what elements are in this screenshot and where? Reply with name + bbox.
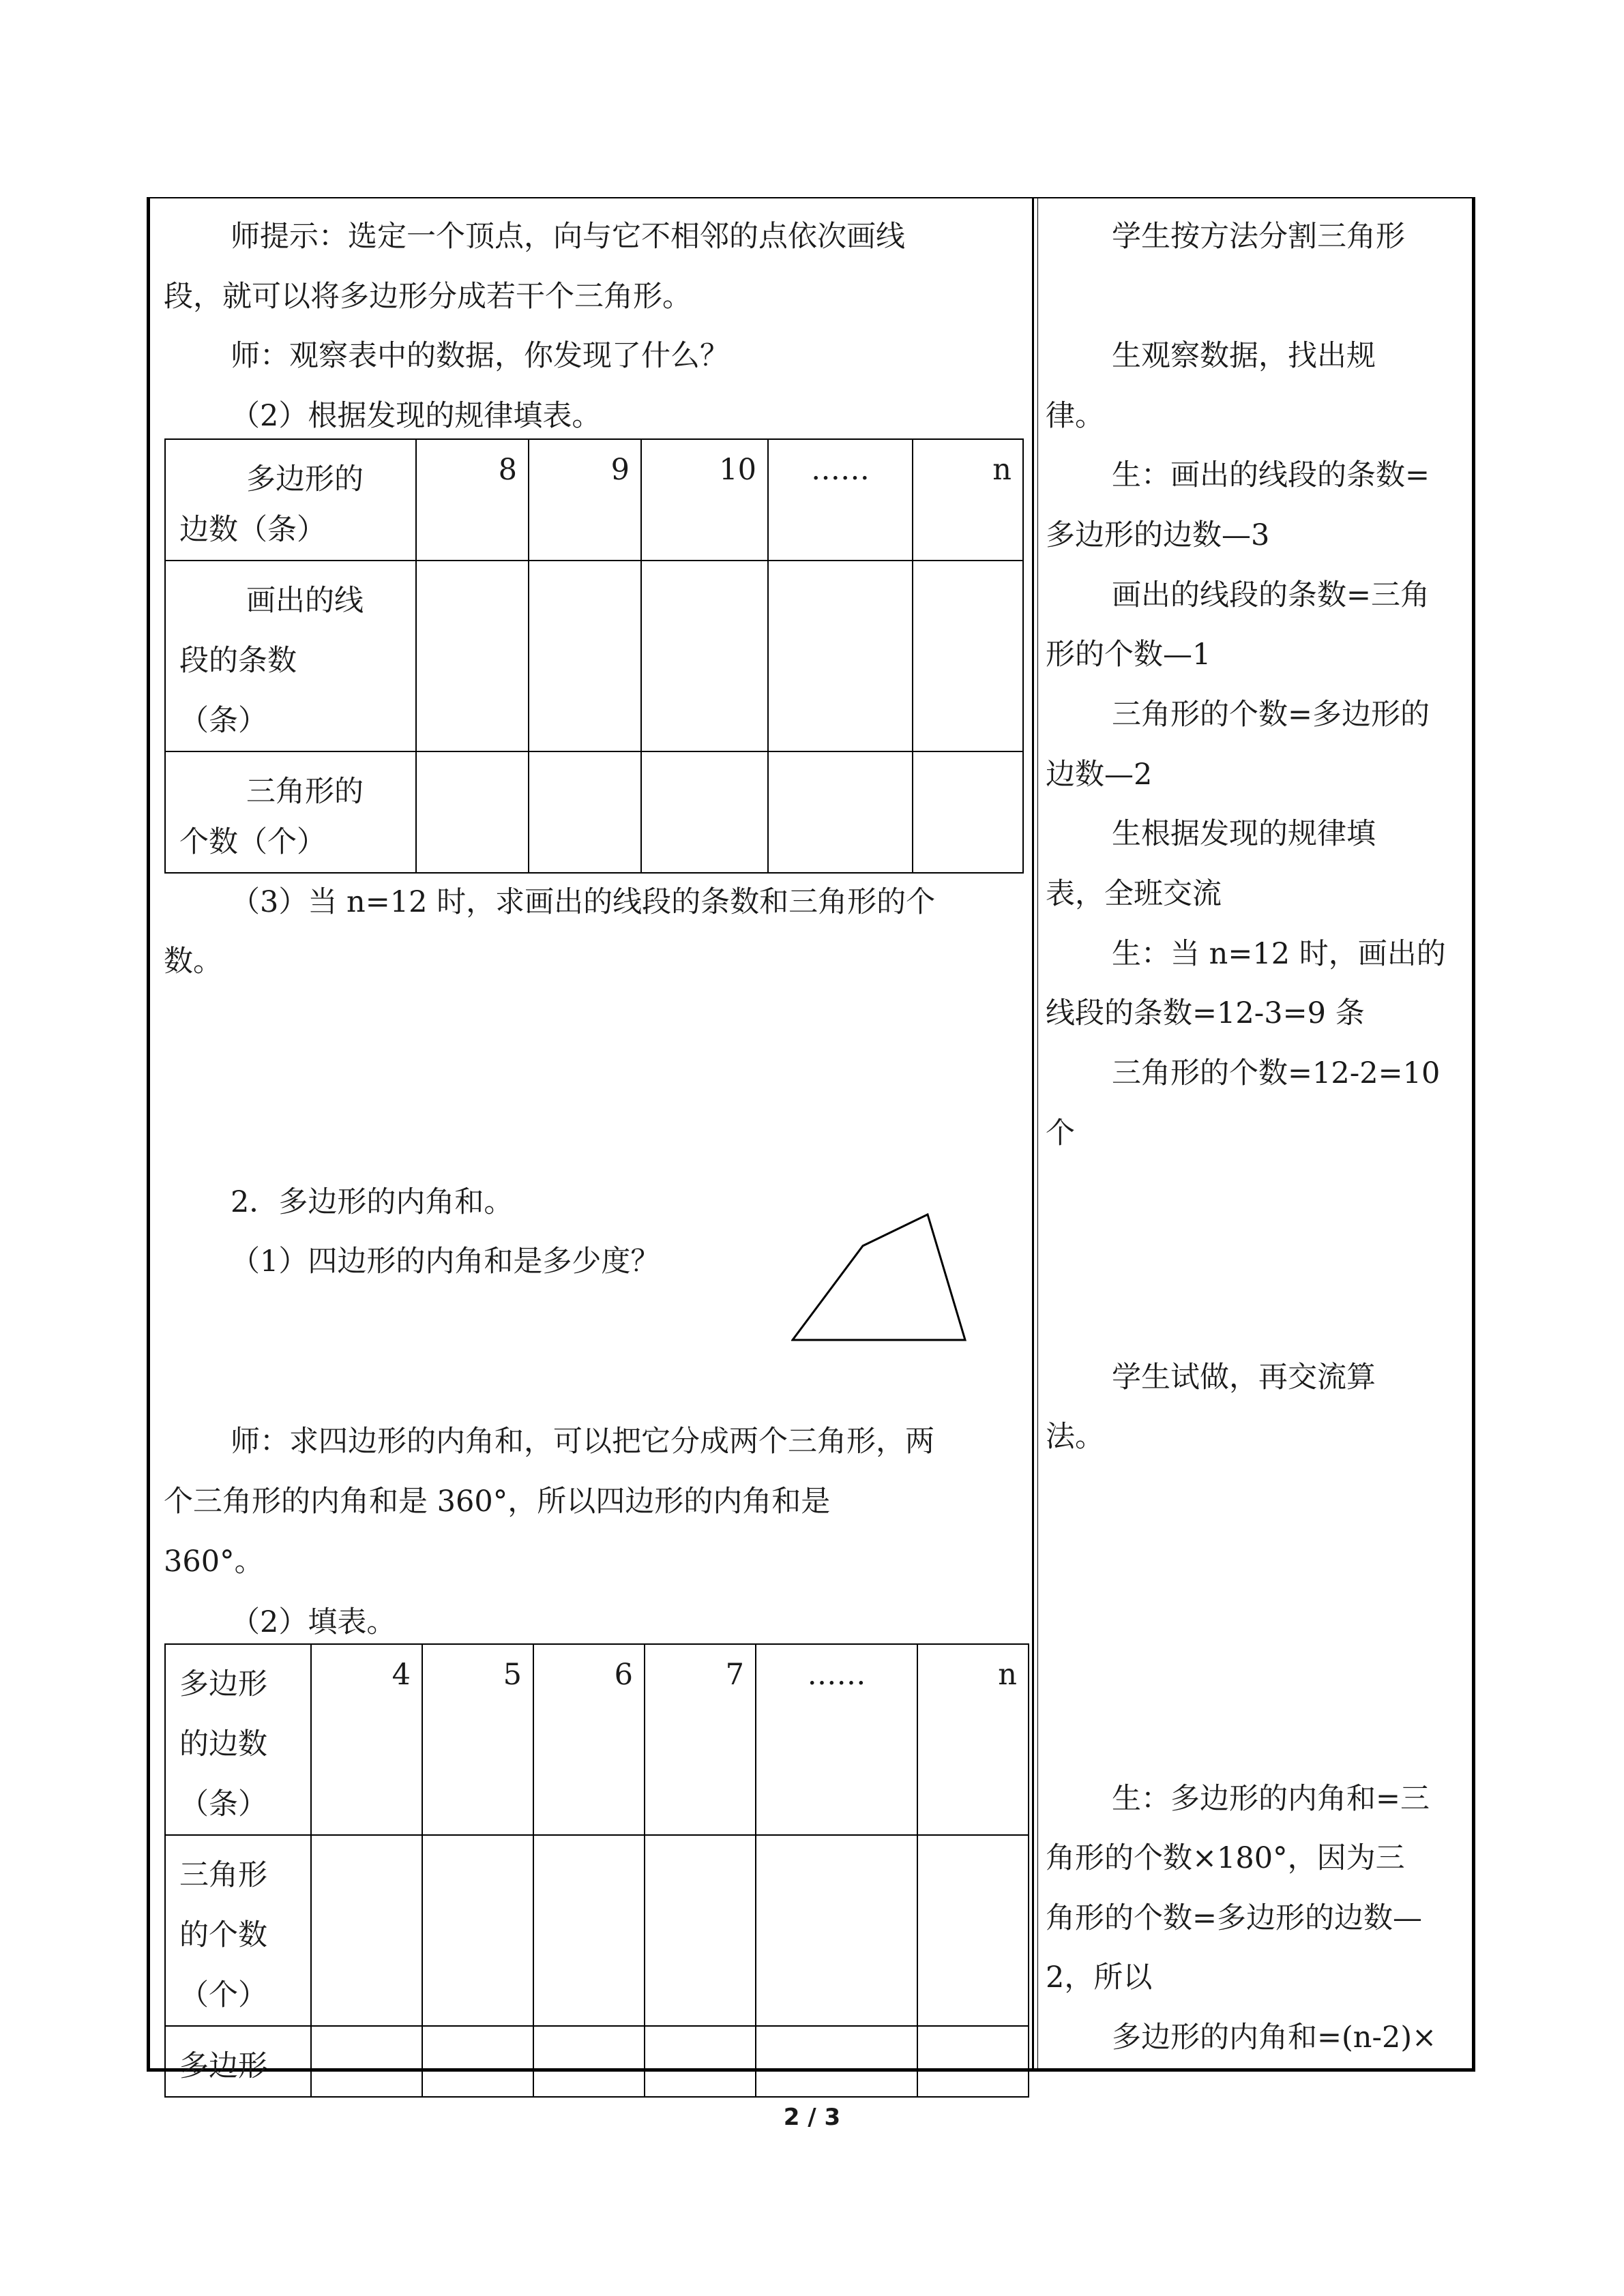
- table-cell-empty[interactable]: [641, 751, 768, 873]
- table-cell-empty[interactable]: [529, 561, 641, 751]
- table-cell-empty[interactable]: [641, 561, 768, 751]
- student-answer-line1: 生：当 n=12 时，画出的: [1112, 937, 1446, 971]
- table-row-header: 三角形的 个数（个）: [165, 751, 416, 873]
- table-cell-empty[interactable]: [917, 1835, 1029, 2026]
- page-number: 2 / 3: [783, 2104, 841, 2131]
- table-cell-value: n: [913, 439, 1023, 561]
- student-observe-line2: 律。: [1046, 399, 1104, 433]
- student-rule2-line1: 画出的线段的条数=三角: [1112, 578, 1430, 612]
- student-rule3-line2: 边数—2: [1046, 758, 1153, 792]
- table-cell-value: ……: [768, 439, 913, 561]
- table-cell-empty[interactable]: [529, 751, 641, 873]
- table-cell-empty[interactable]: [768, 751, 913, 873]
- table-cell-empty[interactable]: [311, 2026, 422, 2097]
- fill-table-instruction-2: （2）填表。: [231, 1605, 396, 1639]
- table-row-header: 多边形 的边数 （条）: [165, 1644, 311, 1835]
- student-formula-line1: 生：多边形的内角和=三: [1112, 1782, 1430, 1816]
- table-cell-value: ……: [756, 1644, 917, 1835]
- table-cell-empty[interactable]: [311, 1835, 422, 2026]
- table-cell-empty[interactable]: [416, 751, 529, 873]
- quadrilateral-figure: [791, 1210, 975, 1347]
- student-try-line2: 法。: [1046, 1420, 1104, 1454]
- student-answer-line3: 三角形的个数=12-2=10: [1112, 1056, 1441, 1090]
- student-answer-line4: 个: [1046, 1116, 1075, 1150]
- student-formula-line3: 角形的个数=多边形的边数—: [1046, 1901, 1423, 1935]
- column-divider: [1032, 198, 1034, 2068]
- table-cell-empty[interactable]: [917, 2026, 1029, 2097]
- teacher-hint-line1: 师提示：选定一个顶点，向与它不相邻的点依次画线: [231, 220, 905, 254]
- table-cell-value: 4: [311, 1644, 422, 1835]
- table-row-header: 多边形: [165, 2026, 311, 2097]
- table-cell-empty[interactable]: [756, 2026, 917, 2097]
- angle-sum-table: [164, 1643, 1029, 2098]
- student-fill-line2: 表，全班交流: [1046, 877, 1222, 911]
- student-formula-line5: 多边形的内角和=(n-2)×: [1112, 2021, 1437, 2055]
- quadrilateral-question: （1）四边形的内角和是多少度？: [231, 1244, 660, 1279]
- student-formula-line4: 2，所以: [1046, 1960, 1153, 1995]
- table-cell-value: 9: [529, 439, 641, 561]
- table-cell-value: 7: [645, 1644, 756, 1835]
- teacher-question: 师：观察表中的数据，你发现了什么？: [231, 339, 729, 373]
- student-try-line1: 学生试做，再交流算: [1112, 1360, 1376, 1395]
- teacher-hint-line2: 段，就可以将多边形分成若干个三角形。: [164, 280, 692, 314]
- student-rule1-line2: 多边形的边数—3: [1046, 518, 1270, 552]
- table-cell-value: n: [917, 1644, 1029, 1835]
- table-cell-empty[interactable]: [533, 2026, 645, 2097]
- table-cell-empty[interactable]: [416, 561, 529, 751]
- teacher-explanation-line2: 个三角形的内角和是 360°，所以四边形的内角和是: [164, 1485, 831, 1519]
- student-rule2-line2: 形的个数—1: [1046, 638, 1211, 672]
- table-cell-empty[interactable]: [756, 1835, 917, 2026]
- table-cell-empty[interactable]: [645, 2026, 756, 2097]
- section-interior-angles: 2．多边形的内角和。: [231, 1185, 514, 1219]
- student-observe-line1: 生观察数据，找出规: [1112, 339, 1376, 373]
- teacher-explanation-line3: 360°。: [164, 1545, 264, 1579]
- table-cell-empty[interactable]: [913, 751, 1023, 873]
- fill-table-instruction: （2）根据发现的规律填表。: [231, 399, 602, 433]
- table-cell-value: 6: [533, 1644, 645, 1835]
- teacher-explanation-line1: 师：求四边形的内角和，可以把它分成两个三角形，两: [231, 1425, 934, 1459]
- table-row-header: 画出的线 段的条数 （条）: [165, 561, 416, 751]
- student-formula-line2: 角形的个数×180°，因为三: [1046, 1841, 1405, 1875]
- table-cell-empty[interactable]: [533, 1835, 645, 2026]
- table-cell-empty[interactable]: [913, 561, 1023, 751]
- table-cell-empty[interactable]: [422, 1835, 533, 2026]
- table-row-header: 多边形的 边数（条）: [165, 439, 416, 561]
- student-fill-line1: 生根据发现的规律填: [1112, 817, 1376, 851]
- table-cell-value: 5: [422, 1644, 533, 1835]
- student-answer-line2: 线段的条数=12-3=9 条: [1046, 996, 1365, 1030]
- question-n12-line1: （3）当 n=12 时，求画出的线段的条数和三角形的个: [231, 885, 936, 919]
- table-cell-value: 10: [641, 439, 768, 561]
- student-rule3-line1: 三角形的个数=多边形的: [1112, 698, 1430, 732]
- column-divider-inner: [1037, 198, 1038, 2068]
- table-cell-empty[interactable]: [422, 2026, 533, 2097]
- table-cell-empty[interactable]: [645, 1835, 756, 2026]
- student-rule1-line1: 生：画出的线段的条数=: [1112, 458, 1430, 492]
- table-cell-empty[interactable]: [768, 561, 913, 751]
- question-n12-line2: 数。: [164, 944, 222, 979]
- student-activity-split: 学生按方法分割三角形: [1112, 220, 1405, 254]
- table-row-header: 三角形 的个数 （个）: [165, 1835, 311, 2026]
- segments-triangles-table: [164, 438, 1024, 874]
- table-cell-value: 8: [416, 439, 529, 561]
